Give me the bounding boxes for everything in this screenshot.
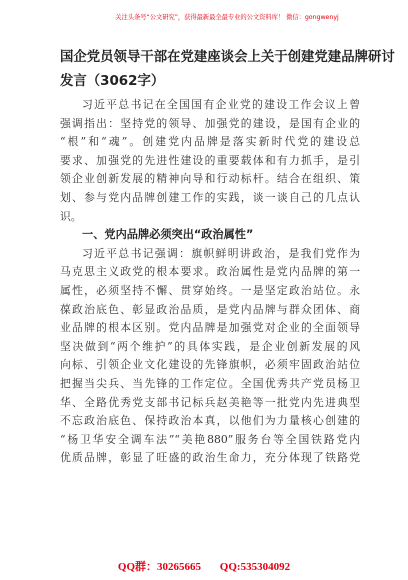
- paragraph-line: 要求、加强党的先进性建设的重要载体和有力抓手，是引: [60, 153, 360, 167]
- paragraph-line: 领企业创新发展的精神向导和行动标杆。结合在组织、策: [60, 172, 360, 186]
- document-body: [60, 96, 360, 468]
- paragraph-line: 坚决做到“两个维护”的具体实践，是企业创新发展的风: [60, 339, 360, 353]
- qq-contact-number: QQ:535304092: [219, 561, 291, 573]
- paragraph-line: 向标、引领企业文化建设的先锋旗帜，必须牢固政治站位: [60, 358, 360, 372]
- paragraph-line: 识。: [60, 209, 82, 223]
- title-line: 国企党员领导干部在党建座谈会上关于创建党建品牌研讨: [60, 50, 395, 65]
- paragraph-line: 划、参与党内品牌创建工作的实践，谈一谈自己的几点认: [60, 190, 360, 204]
- paragraph-line: 华、全路优秀党支部书记标兵赵美艳等一批党内先进典型: [60, 395, 360, 409]
- paragraph-line: 葆政治底色、彰显政治品质，是党内品牌与群众团体、商: [60, 302, 360, 316]
- paragraph-line: 习近平总书记强调：旗帜鲜明讲政治，是我们党作为: [82, 246, 360, 260]
- paragraph-line: 不忘政治底色、保持政治本真，以他们为力量核心创建的: [60, 414, 360, 428]
- paragraph-line: “根”和“魂”。创建党内品牌是落实新时代党的建设总: [60, 135, 360, 149]
- section-heading: 一、党内品牌必须突出“政治属性”: [82, 228, 254, 242]
- title-line: 发言（3062字）: [60, 74, 165, 89]
- footer-contact: [0, 558, 408, 574]
- document-title: [60, 46, 395, 94]
- paragraph-line: 业品牌的根本区别。党内品牌是加强党对企业的全面领导: [60, 321, 360, 335]
- paragraph-line: 把握当尖兵、当先锋的工作定位。全国优秀共产党员杨卫: [60, 376, 360, 390]
- paragraph-line: 强调指出：坚持党的领导、加强党的建设，是国有企业的: [60, 116, 360, 130]
- paragraph-line: 属性，必须坚持不懈、贯穿始终。一是坚定政治站位。永: [60, 283, 360, 297]
- paragraph-line: 马克思主义政党的根本要求。政治属性是党内品牌的第一: [60, 265, 360, 279]
- paragraph-line: 习近平总书记在全国国有企业党的建设工作会议上曾: [82, 98, 360, 111]
- paragraph-line: 优质品牌，彰显了旺盛的政治生命力，充分体现了铁路党: [60, 451, 360, 465]
- paragraph-line: “杨卫华安全调车法”“美艳880”服务台等全国铁路党内: [60, 432, 360, 446]
- qq-group-number: QQ群：30265665: [117, 561, 202, 573]
- header-banner: 关注头条号“公文研究”，获得最新最全最专业的公文资料库！ 微信：gongwenyj: [115, 14, 339, 21]
